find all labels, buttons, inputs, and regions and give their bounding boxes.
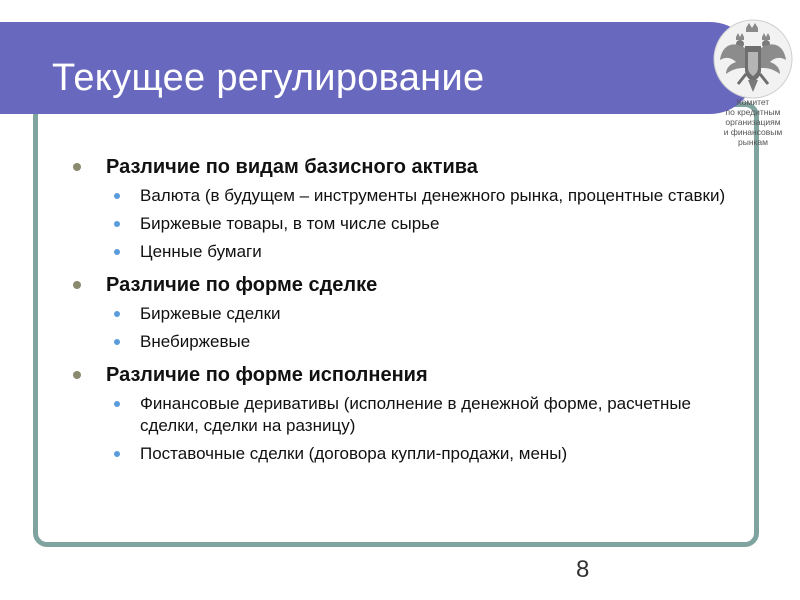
list-item-text: Биржевые сделки bbox=[140, 304, 281, 323]
bullet-icon bbox=[114, 249, 120, 255]
double-headed-eagle-emblem-icon bbox=[712, 18, 794, 100]
section-heading-text: Различие по форме сделке bbox=[106, 274, 378, 296]
organization-caption bbox=[703, 97, 800, 147]
list-item bbox=[70, 393, 730, 437]
bullet-icon bbox=[114, 193, 120, 199]
list-item bbox=[70, 303, 730, 325]
section-heading bbox=[70, 155, 730, 179]
section-heading-text: Различие по форме исполнения bbox=[106, 364, 428, 386]
list-item-text: Биржевые товары, в том числе сырье bbox=[140, 214, 440, 233]
org-line: рынкам bbox=[737, 137, 768, 147]
list-item bbox=[70, 241, 730, 263]
org-line: по кредитным bbox=[725, 107, 781, 117]
list-item-text: Валюта (в будущем – инструменты денежного рынка, процентные ставки) bbox=[140, 186, 726, 205]
list-item-text: Поставочные сделки (договора купли-продажи, мены) bbox=[140, 444, 568, 463]
list-item-text: Финансовые деривативы (исполнение в денежной форме, расчетные сделки, сделки на разницу) bbox=[140, 394, 692, 435]
list-item-text: Ценные бумаги bbox=[140, 242, 262, 261]
list-item bbox=[70, 443, 730, 465]
org-line: и финансовым bbox=[723, 127, 783, 137]
bullet-icon bbox=[114, 451, 120, 457]
list-item-text: Внебиржевые bbox=[140, 332, 251, 351]
page-number: 8 bbox=[576, 556, 590, 583]
bullet-icon bbox=[114, 401, 120, 407]
list-item bbox=[70, 185, 730, 207]
bullet-icon bbox=[114, 339, 120, 345]
section-heading bbox=[70, 363, 730, 387]
bullet-icon bbox=[73, 163, 81, 171]
list-item bbox=[70, 213, 730, 235]
slide-title: Текущее регулирование bbox=[52, 57, 485, 99]
section-heading-text: Различие по видам базисного актива bbox=[106, 156, 478, 178]
bullet-icon bbox=[73, 371, 81, 379]
bullet-icon bbox=[114, 221, 120, 227]
org-line: Комитет bbox=[736, 97, 770, 107]
bullet-icon bbox=[73, 281, 81, 289]
slide-content bbox=[70, 146, 730, 465]
bullet-icon bbox=[114, 311, 120, 317]
org-line: организациям bbox=[725, 117, 781, 127]
section-heading bbox=[70, 273, 730, 297]
list-item bbox=[70, 331, 730, 353]
title-bar bbox=[0, 22, 756, 114]
